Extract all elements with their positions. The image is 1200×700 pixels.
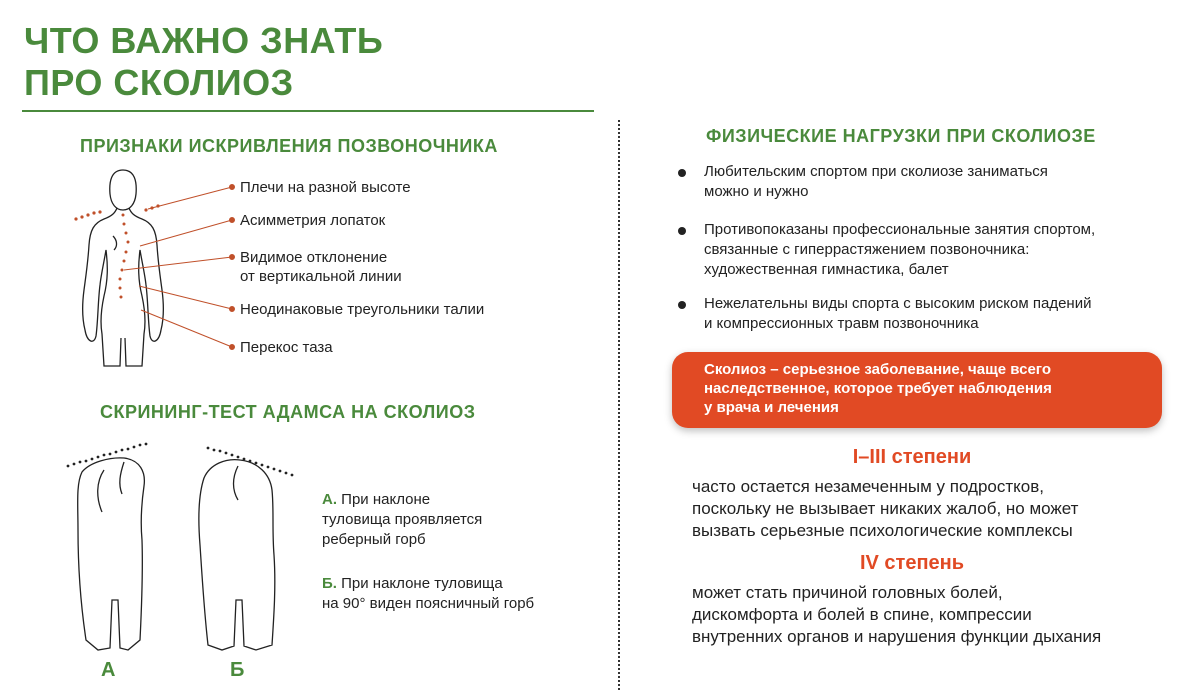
exercise-bullet-3 — [678, 294, 1178, 334]
main-title-line1: ЧТО ВАЖНО ЗНАТЬ — [24, 20, 384, 61]
degree-1-3-line1: часто остается незамеченным у подростков, — [692, 477, 1044, 496]
main-title-line2: ПРО СКОЛИОЗ — [24, 62, 294, 103]
bullet-2-line1: Противопоказаны профессиональные занятия спортом, — [704, 221, 1096, 238]
adams-b-prefix: Б. — [322, 575, 337, 592]
adams-a-line3: реберный горб — [322, 531, 426, 548]
bullet-dot-icon — [678, 169, 686, 177]
bullet-dot-icon — [678, 301, 686, 309]
bullet-2-line2: связанные с гиперрастяжением позвоночника: — [704, 241, 1030, 258]
degree-4-title: IV степень — [859, 552, 965, 574]
warning-line3: у врача и лечения — [704, 399, 839, 416]
sign-deviation-line1: Видимое отклонение — [240, 249, 388, 266]
bullet-3-line2: и компрессионных травм позвоночника — [704, 315, 979, 332]
adams-text-a — [322, 490, 482, 550]
warning-line1: Сколиоз – серьезное заболевание, чаще всего — [704, 361, 1051, 378]
degree-4-line3: внутренних органов и нарушения функции дыхания — [692, 627, 1102, 646]
adams-text-b — [322, 574, 534, 614]
figure-b-label: Б — [230, 659, 245, 681]
degree-4-text — [692, 582, 1172, 648]
adams-a-line2: туловища проявляется — [322, 511, 483, 528]
degree-1-3-title: I–III степени — [852, 446, 972, 468]
warning-box — [672, 352, 1162, 428]
degree-1-3-line2: поскольку не вызывает никаких жалоб, но может — [692, 499, 1079, 518]
adams-a-prefix: А. — [322, 491, 337, 508]
column-divider — [618, 120, 620, 690]
signs-heading: ПРИЗНАКИ ИСКРИВЛЕНИЯ ПОЗВОНОЧНИКА — [80, 136, 498, 156]
adams-b-line2: на 90° виден поясничный горб — [322, 595, 535, 612]
figure-a-label: А — [101, 659, 116, 681]
degree-1-3-line3: вызвать серьезные психологические комплексы — [692, 521, 1073, 540]
degree-4-line2: дискомфорта и болей в спине, компрессии — [692, 605, 1032, 624]
warning-line2: наследственное, которое требует наблюдения — [704, 380, 1052, 397]
sign-waist: Неодинаковые треугольники талии — [240, 301, 485, 318]
adams-heading: СКРИНИНГ-ТЕСТ АДАМСА НА СКОЛИОЗ — [100, 402, 476, 422]
sign-shoulders: Плечи на разной высоте — [240, 179, 411, 196]
bullet-3-line1: Нежелательны виды спорта с высоким риском падений — [704, 295, 1092, 312]
bullet-1-line2: можно и нужно — [704, 183, 809, 200]
exercise-heading: ФИЗИЧЕСКИЕ НАГРУЗКИ ПРИ СКОЛИОЗЕ — [706, 126, 1096, 146]
degree-4-line1: может стать причиной головных болей, — [692, 583, 1003, 602]
sign-pelvis: Перекос таза — [240, 339, 333, 356]
bullet-1-line1: Любительским спортом при сколиозе заниматься — [704, 163, 1048, 180]
bullet-dot-icon — [678, 227, 686, 235]
exercise-bullet-2 — [678, 220, 1178, 280]
exercise-bullet-1 — [678, 162, 1178, 202]
sign-deviation-line2: от вертикальной линии — [240, 268, 402, 285]
degree-1-3-text — [692, 476, 1172, 542]
adams-b-line1: При наклоне туловища — [341, 575, 503, 592]
sign-scapula: Асимметрия лопаток — [240, 212, 386, 229]
bullet-2-line3: художественная гимнастика, балет — [704, 261, 949, 278]
adams-a-line1: При наклоне — [341, 491, 431, 508]
